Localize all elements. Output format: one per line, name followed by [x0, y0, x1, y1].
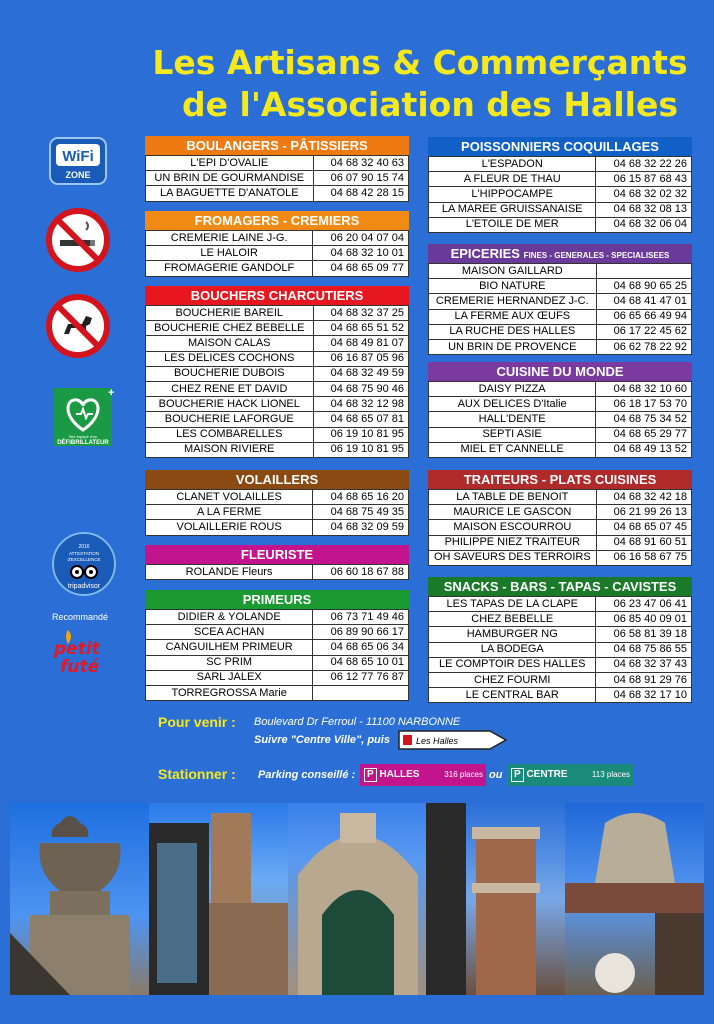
svg-text:ATTESTATION: ATTESTATION: [69, 551, 99, 556]
merchant-name: MIEL ET CANNELLE: [429, 442, 596, 457]
section-subtitle: FINES - GENERALES - SPECIALISEES: [523, 251, 670, 260]
parking-centre-badge: [507, 764, 633, 786]
merchant-phone: 06 16 87 05 96: [313, 351, 408, 366]
section-traiteurs: [428, 470, 692, 566]
table-row: [429, 672, 692, 687]
merchant-table: [428, 489, 692, 566]
merchant-phone: 04 68 42 28 15: [313, 186, 408, 201]
table-row: [146, 397, 409, 412]
merchant-phone: [313, 685, 409, 700]
merchant-name: BIO NATURE: [429, 279, 597, 294]
section-header: [145, 590, 409, 609]
merchant-phone: 04 68 65 16 20: [313, 490, 409, 505]
merchant-name: LES DELICES COCHONS: [146, 351, 314, 366]
poster-title-line1: Les Artisans & Commerçants: [152, 43, 688, 82]
merchant-name: LA TABLE DE BENOIT: [429, 490, 597, 505]
section-bouchers: [145, 286, 409, 458]
merchant-name: A LA FERME: [146, 505, 313, 520]
table-row: [146, 610, 409, 625]
svg-text:+: +: [108, 387, 115, 399]
table-row: [146, 427, 409, 442]
merchant-phone: 06 21 99 26 13: [596, 505, 691, 520]
petit-fute-logo: [50, 626, 120, 676]
merchant-phone: 04 68 49 81 07: [313, 336, 408, 351]
merchant-table: [428, 381, 692, 458]
merchant-name: MAISON ESCOURROU: [429, 520, 597, 535]
merchant-name: L'EPI D'OVALIE: [146, 156, 314, 171]
merchant-name: SARL JALEX: [146, 670, 313, 685]
section-header: [145, 211, 409, 230]
section-poissonniers: [428, 137, 692, 233]
merchant-phone: 04 68 32 06 04: [596, 217, 692, 232]
merchant-phone: 04 68 32 37 25: [313, 306, 408, 321]
merchant-phone: 04 68 91 29 76: [596, 672, 692, 687]
merchant-name: SCEA ACHAN: [146, 625, 313, 640]
merchant-name: HALL'DENTE: [429, 412, 596, 427]
section-snacks: [428, 577, 692, 703]
svg-text:d'EXCELLENCE: d'EXCELLENCE: [67, 557, 101, 562]
merchant-name: L'ESPADON: [429, 157, 596, 172]
table-row: [429, 294, 692, 309]
table-row: [429, 520, 692, 535]
table-row: [429, 688, 692, 703]
svg-text:DÉFIBRILLATEUR: DÉFIBRILLATEUR: [57, 440, 109, 446]
section-header: [428, 362, 692, 381]
table-row: [146, 640, 409, 655]
table-row: [146, 490, 409, 505]
table-row: [429, 442, 692, 457]
merchant-name: BOUCHERIE BAREIL: [146, 306, 314, 321]
merchant-name: ROLANDE Fleurs: [146, 565, 313, 580]
merchant-phone: 06 17 22 45 62: [596, 324, 691, 339]
section-header: [145, 470, 409, 489]
section-cuisine: [428, 362, 692, 458]
merchant-name: SC PRIM: [146, 655, 313, 670]
merchant-phone: 04 68 32 17 10: [596, 688, 692, 703]
merchant-table: [145, 230, 409, 277]
table-row: [429, 279, 692, 294]
merchant-table: [428, 263, 692, 355]
merchant-name: CHEZ BEBELLE: [429, 612, 596, 627]
table-row: [429, 490, 692, 505]
photo-stone-urn: [10, 803, 149, 995]
merchant-name: PHILIPPE NIEZ TRAITEUR: [429, 535, 597, 550]
table-row: [146, 351, 409, 366]
merchant-phone: 04 68 32 10 01: [313, 246, 409, 261]
merchant-phone: 04 68 91 60 51: [596, 535, 691, 550]
merchant-phone: 04 68 65 09 77: [313, 261, 409, 276]
merchant-phone: 04 68 32 09 59: [313, 520, 409, 535]
photo-halles-arch: [288, 803, 427, 995]
section-primeurs: [145, 590, 409, 701]
parking-p-icon: P: [511, 768, 524, 782]
svg-text:tripadvisor: tripadvisor: [67, 583, 101, 590]
merchant-phone: 06 19 10 81 95: [313, 427, 408, 442]
section-boulangers: [145, 136, 409, 202]
merchant-phone: 04 68 75 49 35: [313, 505, 409, 520]
table-row: [429, 172, 692, 187]
table-row: [429, 202, 692, 217]
section-fleuriste: [145, 545, 409, 580]
merchant-table: [145, 609, 409, 701]
merchant-phone: 06 23 47 06 41: [596, 597, 692, 612]
stationner-label: Stationner :: [158, 766, 236, 782]
parking-halles-badge: [360, 764, 486, 786]
ou-text: ou: [489, 769, 503, 781]
merchant-phone: 06 89 90 66 17: [313, 625, 409, 640]
merchant-phone: 04 68 75 90 46: [313, 381, 408, 396]
merchant-name: LA BAGUETTE D'ANATOLE: [146, 186, 314, 201]
merchant-phone: 04 68 75 86 55: [596, 642, 692, 657]
table-row: [146, 246, 409, 261]
wifi-zone-icon: [48, 136, 108, 186]
merchant-phone: 04 68 65 29 77: [596, 427, 692, 442]
table-row: [429, 309, 692, 324]
table-row: [429, 324, 692, 339]
merchant-phone: 04 68 32 49 59: [313, 366, 408, 381]
merchant-name: LA RUCHE DES HALLES: [429, 324, 597, 339]
table-row: [146, 171, 409, 186]
merchant-name: LA FERME AUX ŒUFS: [429, 309, 597, 324]
merchant-phone: 06 62 78 22 92: [596, 339, 691, 354]
section-header: [145, 286, 409, 305]
section-header: [428, 244, 692, 263]
merchant-name: L'HIPPOCAMPE: [429, 187, 596, 202]
table-row: [429, 264, 692, 279]
defibrillator-icon: [52, 386, 118, 448]
parking2-places: 113 places: [591, 770, 630, 779]
merchant-name: LA BODEGA: [429, 642, 596, 657]
merchant-name: LES TAPAS DE LA CLAPE: [429, 597, 596, 612]
merchant-name: CREMERIE LAINE J-G.: [146, 231, 313, 246]
merchant-phone: 04 68 32 10 60: [596, 382, 692, 397]
table-row: [429, 642, 692, 657]
table-row: [146, 505, 409, 520]
merchant-phone: 04 68 32 40 63: [313, 156, 408, 171]
table-row: [146, 565, 409, 580]
merchant-name: CANGUILHEM PRIMEUR: [146, 640, 313, 655]
table-row: [146, 670, 409, 685]
merchant-table: [145, 489, 409, 536]
table-row: [146, 442, 409, 457]
photo-halles-facade: [149, 803, 288, 995]
merchant-name: UN BRIN DE GOURMANDISE: [146, 171, 314, 186]
merchant-name: L'ETOILE DE MER: [429, 217, 596, 232]
table-row: [146, 321, 409, 336]
merchant-phone: 04 68 32 02 32: [596, 187, 692, 202]
section-epiceries: [428, 244, 692, 355]
table-row: [146, 655, 409, 670]
table-row: [146, 261, 409, 276]
section-title: EPICERIES: [450, 246, 520, 261]
merchant-phone: 06 20 04 07 04: [313, 231, 409, 246]
merchant-name: MAISON CALAS: [146, 336, 314, 351]
merchant-name: DAISY PIZZA: [429, 382, 596, 397]
parking-conseille-label: Parking conseillé :: [258, 769, 356, 781]
merchant-name: MAISON GAILLARD: [429, 264, 597, 279]
table-row: [146, 625, 409, 640]
section-title: BOUCHERS CHARCUTIERS: [190, 288, 364, 303]
section-title: POISSONNIERS COQUILLAGES: [461, 139, 659, 154]
table-row: [429, 412, 692, 427]
section-volaillers: [145, 470, 409, 536]
section-header: [428, 577, 692, 596]
svg-text:futé: futé: [60, 657, 100, 676]
merchant-name: CLANET VOLAILLES: [146, 490, 313, 505]
merchant-name: VOLAILLERIE ROUS: [146, 520, 313, 535]
table-row: [146, 520, 409, 535]
section-title: VOLAILLERS: [235, 472, 319, 487]
merchant-phone: 04 68 65 10 01: [313, 655, 409, 670]
section-header: [145, 136, 409, 155]
merchant-name: MAISON RIVIERE: [146, 442, 314, 457]
merchant-name: UN BRIN DE PROVENCE: [429, 339, 597, 354]
merchant-phone: 06 60 18 67 88: [313, 565, 409, 580]
section-header: [428, 137, 692, 156]
table-row: [429, 217, 692, 232]
address-text: Boulevard Dr Ferroul - 11100 NARBONNE: [254, 716, 461, 728]
table-row: [429, 550, 692, 565]
photo-brick-pillar: [426, 803, 565, 995]
merchant-phone: 06 85 40 09 01: [596, 612, 692, 627]
merchant-name: BOUCHERIE HACK LIONEL: [146, 397, 314, 412]
merchant-table: [145, 564, 409, 580]
section-title: TRAITEURS - PLATS CUISINES: [463, 472, 657, 487]
merchant-name: LE CENTRAL BAR: [429, 688, 596, 703]
merchant-name: TORREGROSSA Marie: [146, 685, 313, 700]
table-row: [429, 339, 692, 354]
merchant-name: CREMERIE HERNANDEZ J-C.: [429, 294, 597, 309]
table-row: [146, 381, 409, 396]
merchant-table: [145, 155, 409, 202]
table-row: [146, 186, 409, 201]
table-row: [429, 597, 692, 612]
parking2-name: CENTRE: [526, 769, 568, 780]
merchant-phone: 06 73 71 49 46: [313, 610, 409, 625]
section-title: CUISINE DU MONDE: [496, 364, 624, 379]
photo-ornament-lamp: [565, 803, 704, 995]
merchant-name: FROMAGERIE GANDOLF: [146, 261, 313, 276]
svg-text:Les Halles: Les Halles: [416, 736, 459, 746]
merchant-phone: 04 68 90 65 25: [596, 279, 691, 294]
merchant-name: AUX DELICES D'Italie: [429, 397, 596, 412]
merchant-name: LE HALOIR: [146, 246, 313, 261]
table-row: [146, 412, 409, 427]
directions-text: Suivre "Centre Ville", puis: [254, 734, 390, 746]
merchant-phone: 04 68 32 08 13: [596, 202, 692, 217]
merchant-phone: 04 68 32 22 26: [596, 157, 692, 172]
section-header: [428, 470, 692, 489]
svg-text:ZONE: ZONE: [65, 170, 91, 180]
table-row: [429, 505, 692, 520]
merchant-phone: 06 16 58 67 75: [596, 550, 691, 565]
merchant-name: OH SAVEURS DES TERROIRS: [429, 550, 597, 565]
table-row: [429, 612, 692, 627]
table-row: [429, 397, 692, 412]
tripadvisor-badge-icon: [50, 530, 118, 598]
merchant-phone: 06 58 81 39 18: [596, 627, 692, 642]
parking-p-icon: P: [364, 768, 377, 782]
merchant-name: SEPTI ASIE: [429, 427, 596, 442]
section-title: BOULANGERS - PÂTISSIERS: [186, 138, 368, 153]
merchant-name: BOUCHERIE DUBOIS: [146, 366, 314, 381]
table-row: [429, 627, 692, 642]
svg-text:WiFi: WiFi: [62, 148, 94, 165]
merchant-phone: 06 12 77 76 87: [313, 670, 409, 685]
merchant-phone: 04 68 41 47 01: [596, 294, 691, 309]
section-header: [145, 545, 409, 564]
table-row: [146, 156, 409, 171]
merchant-phone: 06 15 87 68 43: [596, 172, 692, 187]
merchant-table: [428, 156, 692, 233]
merchant-phone: 04 68 65 07 45: [596, 520, 691, 535]
merchant-name: LE COMPTOIR DES HALLES: [429, 657, 596, 672]
merchant-name: CHEZ RENE ET DAVID: [146, 381, 314, 396]
table-row: [429, 157, 692, 172]
merchant-phone: 06 65 66 49 94: [596, 309, 691, 324]
merchant-phone: 04 68 65 07 81: [313, 412, 408, 427]
section-fromagers: [145, 211, 409, 277]
merchant-name: DIDIER & YOLANDE: [146, 610, 313, 625]
merchant-phone: 04 68 32 12 98: [313, 397, 408, 412]
merchant-table: [145, 305, 409, 458]
section-title: PRIMEURS: [242, 592, 312, 607]
no-smoking-icon: [46, 208, 110, 272]
les-halles-road-sign: [398, 730, 508, 755]
table-row: [429, 535, 692, 550]
table-row: [146, 366, 409, 381]
table-row: [429, 382, 692, 397]
merchant-phone: [596, 264, 691, 279]
no-dogs-icon: [46, 294, 110, 358]
section-title: FROMAGERS - CREMIERS: [194, 213, 360, 228]
table-row: [146, 685, 409, 700]
merchant-phone: 04 68 32 42 18: [596, 490, 691, 505]
svg-text:petit: petit: [54, 639, 100, 659]
section-title: SNACKS - BARS - TAPAS - CAVISTES: [443, 579, 677, 594]
merchant-name: A FLEUR DE THAU: [429, 172, 596, 187]
svg-text:2016: 2016: [78, 544, 90, 550]
merchant-name: CHEZ FOURMI: [429, 672, 596, 687]
parking1-places: 316 places: [444, 770, 483, 779]
merchant-name: HAMBURGER NG: [429, 627, 596, 642]
table-row: [429, 427, 692, 442]
merchant-phone: 04 68 75 34 52: [596, 412, 692, 427]
merchant-name: BOUCHERIE CHEZ BEBELLE: [146, 321, 314, 336]
table-row: [146, 231, 409, 246]
merchant-name: LA MAREE GRUISSANAISE: [429, 202, 596, 217]
merchant-phone: 04 68 49 13 52: [596, 442, 692, 457]
merchant-name: BOUCHERIE LAFORGUE: [146, 412, 314, 427]
pour-venir-label: Pour venir :: [158, 714, 236, 730]
svg-text:Site équipé d'un: Site équipé d'un: [68, 434, 98, 439]
table-row: [429, 657, 692, 672]
parking1-name: HALLES: [379, 769, 420, 780]
photo-strip: [10, 803, 704, 995]
merchant-phone: 04 68 32 37 43: [596, 657, 692, 672]
section-title: FLEURISTE: [240, 547, 314, 562]
merchant-name: LES COMBARELLES: [146, 427, 314, 442]
merchant-phone: 06 19 10 81 95: [313, 442, 408, 457]
merchant-phone: 04 68 65 06 34: [313, 640, 409, 655]
merchant-table: [428, 596, 692, 703]
recommande-label: Recommandé: [52, 612, 109, 622]
table-row: [429, 187, 692, 202]
table-row: [146, 336, 409, 351]
merchant-name: MAURICE LE GASCON: [429, 505, 597, 520]
table-row: [146, 306, 409, 321]
poster-title-line2: de l'Association des Halles: [182, 85, 678, 124]
merchant-phone: 04 68 65 51 52: [313, 321, 408, 336]
merchant-phone: 06 18 17 53 70: [596, 397, 692, 412]
merchant-phone: 06 07 90 15 74: [313, 171, 408, 186]
